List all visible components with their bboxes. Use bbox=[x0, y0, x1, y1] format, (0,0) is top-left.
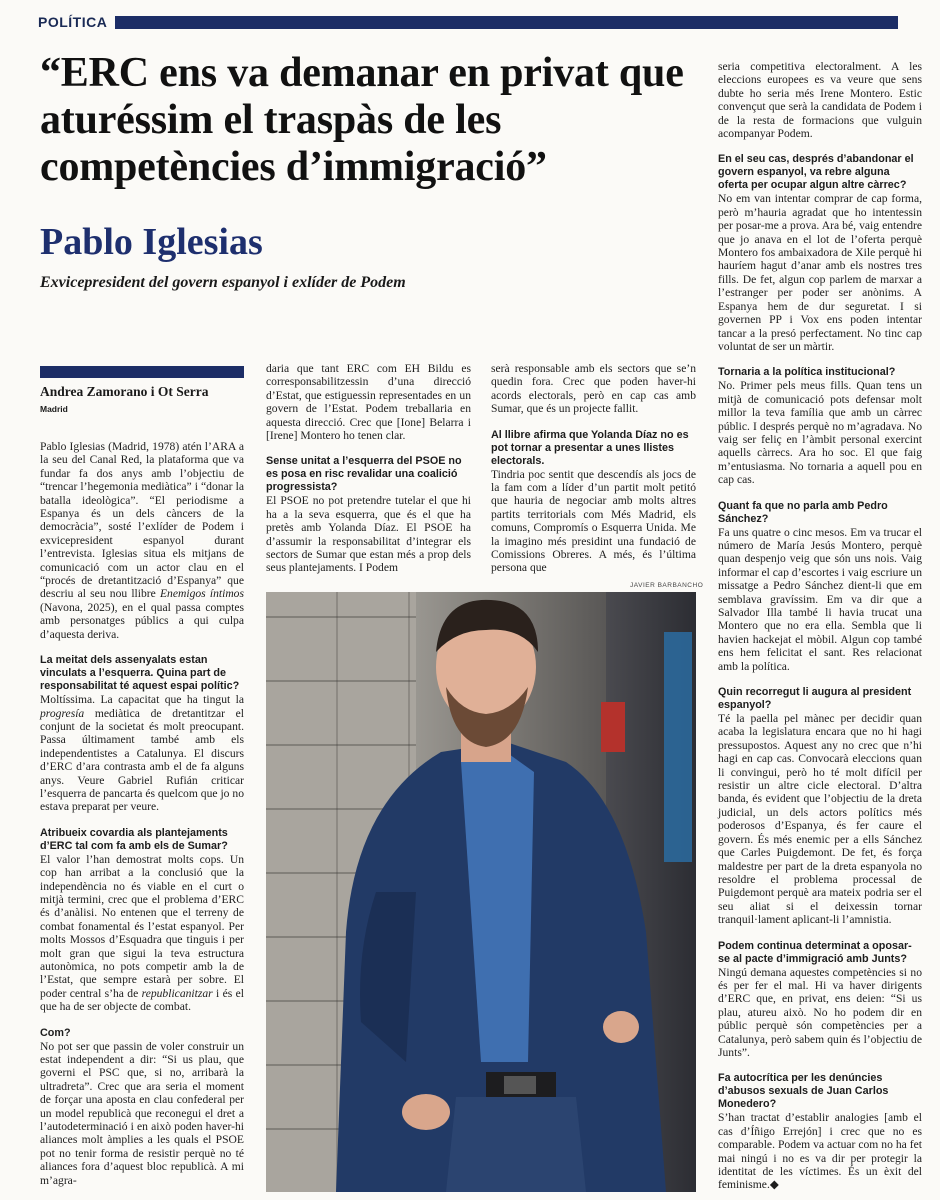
question: Fa autocrítica per les denúncies d’abusos sexuals de Juan Carlos Monedero? bbox=[718, 1072, 889, 1111]
byline-authors: Andrea Zamorano i Ot Serra bbox=[40, 384, 209, 399]
interviewee-name: Pablo Iglesias bbox=[40, 221, 263, 263]
paragraph: daria que tant ERC com EH Bildu es corresponsabilitzessin d’una direcció d’Estat, que estiguessin representades en un govern de l’Estat. Podem treballaria en aquesta direcció. Crec que [Ione] Belarra i [Irene] Montero ho tenen clar. bbox=[266, 362, 471, 443]
question: Sense unitat a l’esquerra del PSOE no es posa en risc revalidar una coalició progressista? bbox=[266, 455, 462, 494]
article-column-4 bbox=[718, 60, 922, 1192]
question: Al llibre afirma que Yolanda Díaz no es pot tornar a presentar a unes llistes electorals. bbox=[491, 428, 689, 467]
article-column-3 bbox=[491, 362, 696, 575]
section-header bbox=[38, 14, 898, 30]
answer: Fa uns quatre o cinc mesos. Em va trucar el número de María Jesús Montero, perquè quan despenjo veig que són uns nois. Vaig informar el cap d’escortes i vaig escriure un missatge a Pedro Sánchez dient-li que em semblava gravíssim. Em va dir que a Salvador Illa també li havia trucat una Montero que no era ella. Sembla que li havien hackejat el mòbil. Algun cop també ens hem felicitat el sant. Res relacionat amb la política. bbox=[718, 525, 922, 673]
question: En el seu cas, després d’abandonar el govern espanyol, va rebre alguna oferta per ocupar algun altre càrrec? bbox=[718, 153, 914, 192]
section-rule bbox=[115, 16, 898, 29]
answer: El PSOE no pot pretendre tutelar el que hi ha a la seva esquerra, que és el que ha pretès amb Yolanda Díaz. El PSOE ha d’assumir la responsabilitat d’integrar els sectors de Sumar que estan més a prop dels seus plantejaments. I Podem bbox=[266, 494, 471, 575]
question: Podem continua determinat a oposar-se al pacte d’immigració amb Junts? bbox=[718, 939, 912, 965]
answer: S’han tractat d’establir analogies [amb el cas d’Íñigo Errejón] i crec que no es comparable. Podem va actuar com no ha fet mai ningú i no es va dir per protegir la identitat de les víctimes. És un èxit del feminisme.◆ bbox=[718, 1111, 922, 1192]
question: Com? bbox=[40, 1026, 71, 1039]
headline: “ERC ens va demanar en privat que aturéssim el traspàs de les competències d’immigració” bbox=[40, 50, 684, 190]
interviewee-subtitle: Exvicepresident del govern espanyol i exlíder de Podem bbox=[40, 274, 406, 291]
question: Tornaria a la política institucional? bbox=[718, 366, 896, 379]
byline-rule bbox=[40, 366, 244, 378]
question: La meitat dels assenyalats estan vinculats a l’esquerra. Quina part de responsabilitat té aquest espai polític? bbox=[40, 654, 240, 693]
question: Quant fa que no parla amb Pedro Sánchez? bbox=[718, 499, 888, 525]
intro-paragraph: Pablo Iglesias (Madrid, 1978) atén l’ARA a la seu del Canal Red, la plataforma que va fundar fa dos anys amb l’objectiu de “trencar l’hegemonia mediàtica” i “donar la batalla ideològica”. “El periodisme a Espanya és un dels càncers de la democràcia”, sosté l’exlíder de Podem i exvicepresident espanyol durant l’entrevista. Iglesias situa els mitjans de comunicació com un actor clau en el “procés de dretantització d’Espanya” que descriu al seu nou llibre Enemigos íntimos (Navona, 2025), en el qual passa comptes amb personatges públics a qui culpa d’aquesta deriva. bbox=[40, 440, 244, 641]
paragraph: serà responsable amb els sectors que se’n quedin fora. Crec que poden haver-hi acords electorals, però en cap cas amb Sumar, que és un projecte fallit. bbox=[491, 362, 696, 416]
answer: El valor l’han demostrat molts cops. Un cop han arribat a la conclusió que la independència no és viable en el curt o mitjà termini, crec que el problema d’ERC és d’anàlisi. No entenen que el terreny de combat fonamental és l’estat espanyol. Per molts Mossos d’Esquadra que tinguis i per molt gran que sigui la teva estructura autonòmica, no pots competir amb la de l’Estat, que sempre estarà per sobre. El poder central s’ha de republicanitzar i és el que ha de ser objecte de combat. bbox=[40, 852, 244, 1014]
byline-place: Madrid bbox=[40, 404, 68, 414]
answer: No. Primer pels meus fills. Quan tens un mitjà de comunicació pots defensar molt millor la teva família que amb un càrrec públic. I després perquè no m’agradava. No vaig ser feliç en l’àmbit personal exercint aquells càrrecs. Ara ho soc. El que faig m’entusiasma. No tornaria a aquell pou en cap cas. bbox=[718, 379, 922, 487]
person-figure bbox=[266, 592, 696, 1192]
photo-credit: JAVIER BARBANCHO bbox=[630, 582, 704, 589]
portrait-photo bbox=[266, 592, 696, 1192]
answer: Tindria poc sentit que descendís als jocs de la fam com a líder d’un partit molt petitó que hauria de negociar amb molts altres partits territorials com Més Madrid, els comuns, Compromís o Esquerra Unida. Me la imagino més presidint una fundació de Comissions Obreres. A més, és l’última persona que bbox=[491, 467, 696, 575]
answer: Té la paella pel mànec per decidir quan acaba la legislatura encara que no hi hagi pressupostos. Aquest any no crec que n’hi hagi en cap cas. Convocarà eleccions quan li convingui, però ho té molt difícil per resistir un altre cicle electoral. D’altra banda, és evident que l’objectiu de la dreta judicial, un dels actors polítics més poderosos d’Espanya, és fer caure el govern. És més enemic per a ells Sánchez que Carles Puigdemont. De fet, és força maldestre per part de la dreta espanyola no resoldre el problema processal de Puigdemont perquè ara mateix podria ser el seu aliat si el deixessin tornar tranquil·lament aplicant-li l’amnistia. bbox=[718, 712, 922, 927]
answer: No em van intentar comprar de cap forma, però m’hauria agradat que ho intentessin per posar-me a prova. Ara bé, vaig entendre que jo anava en el lot de l’oferta perquè Montero fos ambaixadora de Xile perquè hi hauríem hagut d’anar amb els nostres tres fills. De fet, algun cop parlem de marxar a l’estranger per poder ser anònims. A Espanya hem de dur seguretat. I si governen PP i Vox ens poden intentar tancar a la presó perfectament. No tinc cap voluntat de ser un màrtir. bbox=[718, 192, 922, 353]
paragraph: seria competitiva electoralment. A les eleccions europees es va veure que sens dubte ho seria més Irene Montero. Estic convençut que serà la candidata de Podem i de la resta de formacions que vulguin acompanyar Podem. bbox=[718, 60, 922, 141]
answer: Ningú demana aquestes competències si no és per fer el mal. Hi va haver dirigents d’ERC que, en privat, ens deien: “Si us plau, atureu això. No ho podem dir en públic perquè són competències per a Catalunya, però sabem quin és l’objectiu de Junts”. bbox=[718, 965, 922, 1059]
section-label: POLÍTICA bbox=[38, 14, 115, 30]
answer: Moltíssima. La capacitat que ha tingut la progresía mediàtica de dretantitzar el conjunt de la societat és molt preocupant. Passa últimament també amb els independentistes a Catalunya. El discurs d’ERC d’ara contrasta amb el de fa alguns anys. Veure Gabriel Rufián criticar l’esquerra de pancarta és quelcom que jo no estava preparat per veure. bbox=[40, 693, 244, 814]
article-column-2 bbox=[266, 362, 471, 575]
answer: No pot ser que passin de voler construir un estat independent a dir: “Si us plau, que governi el PSC que, si no, arribarà la ultradreta”. Crec que ara seria el moment de forçar una aposta en clau confederal per un model republicà que reconegui el dret a l’autodeterminació i en això poden haver-hi aliances molt àmplies a les quals el PSOE pot no tenir forma de resistir perquè no té aliances fora d’aquest bloc republicà. A mi m’agra- bbox=[40, 1039, 244, 1187]
question: Atribueix covardia als plantejaments d’ERC tal com fa amb els de Sumar? bbox=[40, 826, 228, 852]
article-column-1 bbox=[40, 440, 244, 1187]
book-title: Enemigos íntimos bbox=[159, 587, 244, 601]
question: Quin recorregut li augura al president espanyol? bbox=[718, 686, 912, 712]
